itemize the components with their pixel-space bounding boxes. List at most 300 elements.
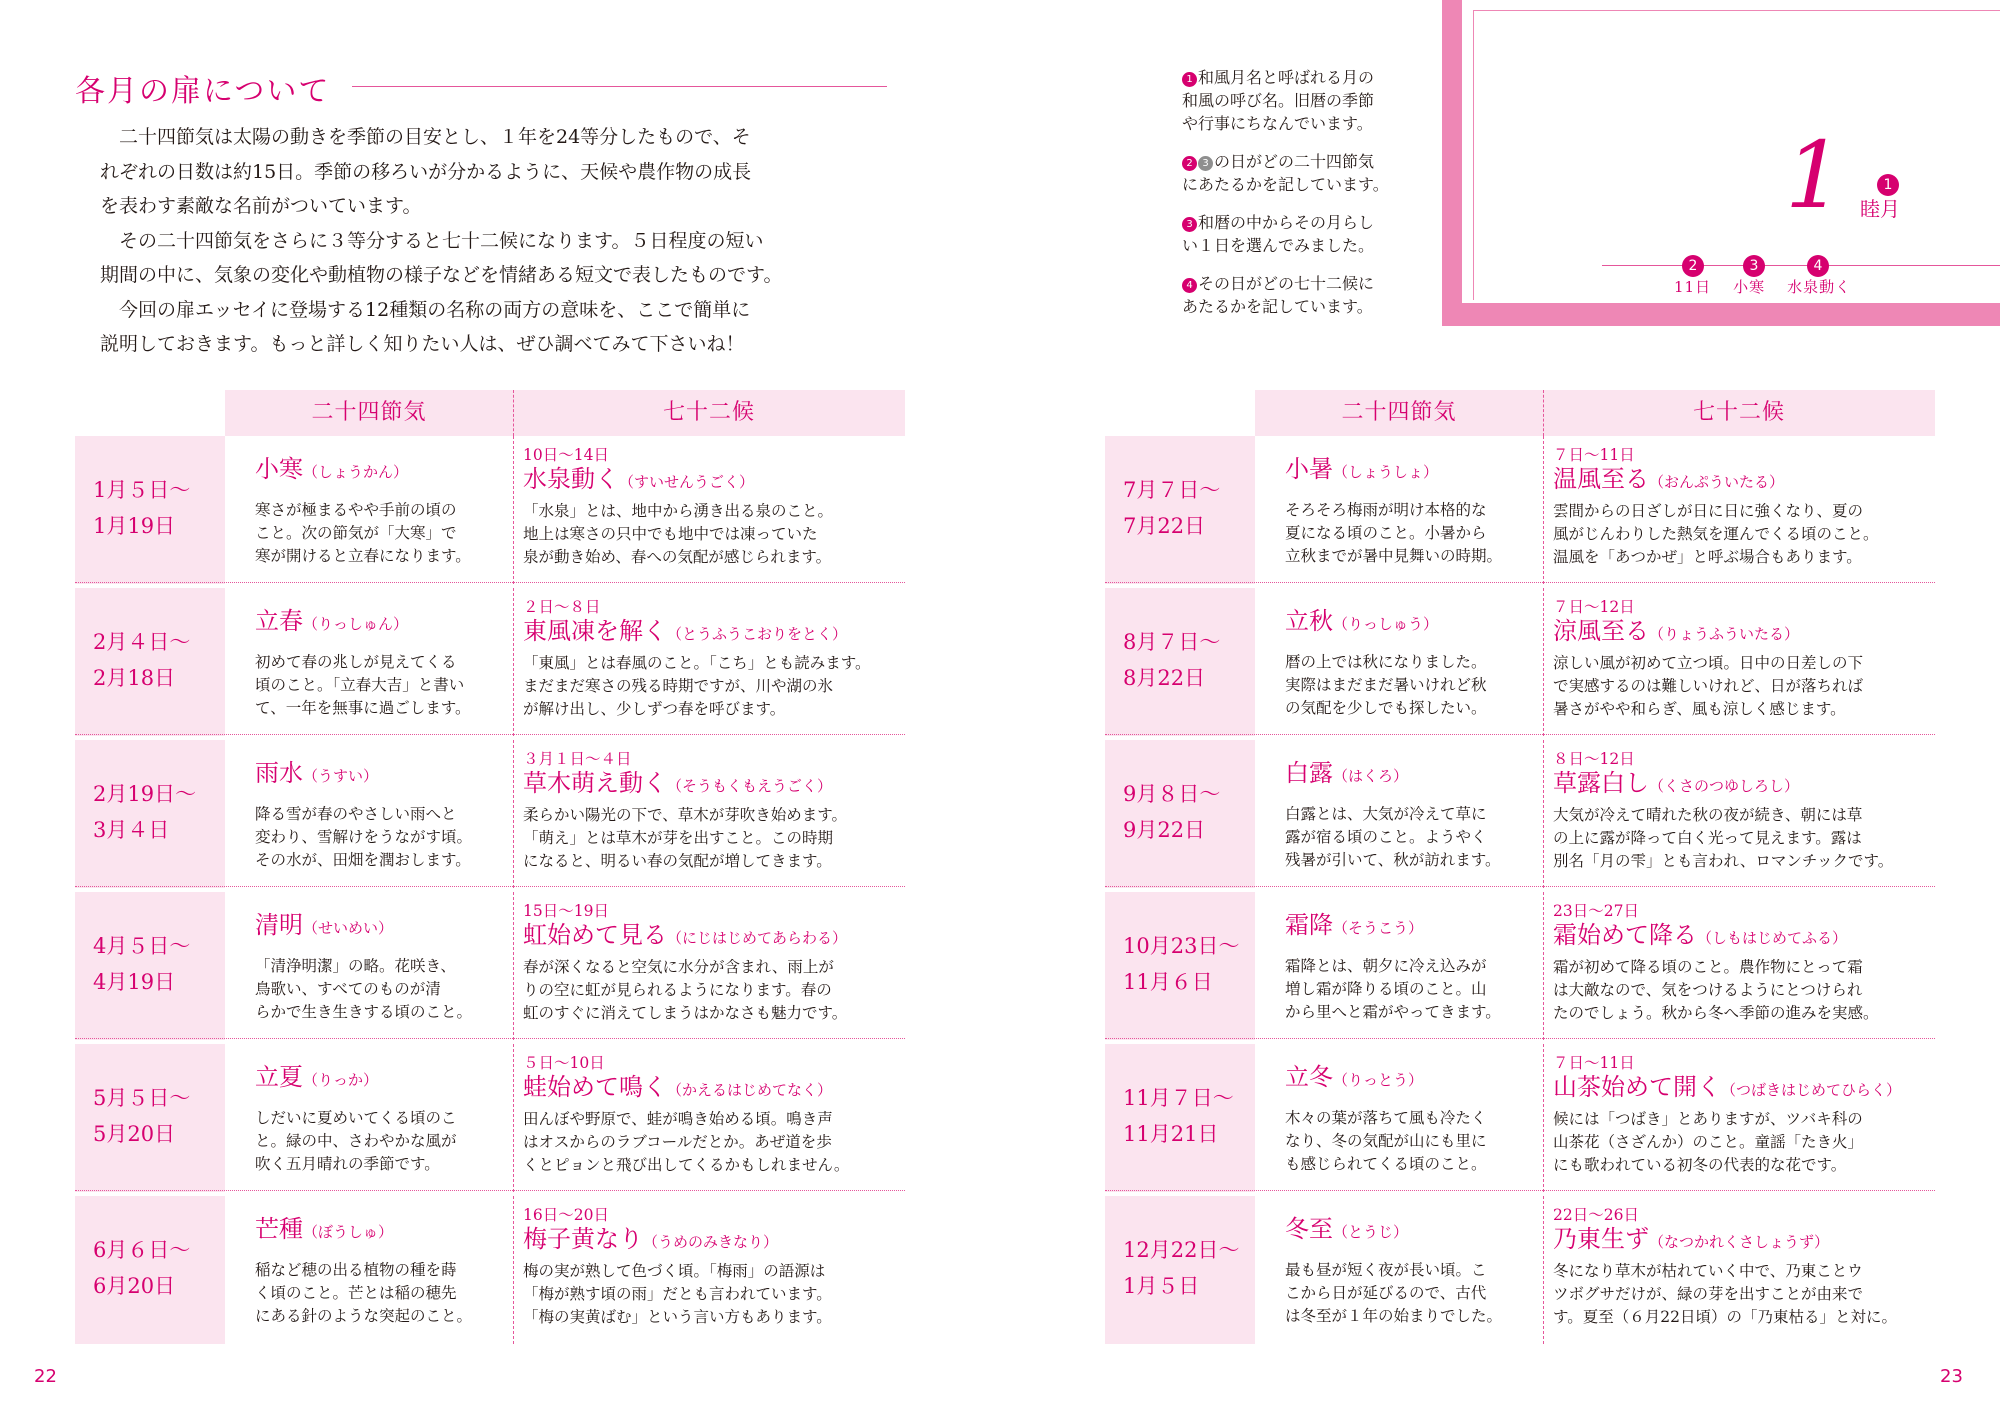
desc-line: 雲間からの日ざしが日に日に強くなり、夏の	[1553, 502, 1864, 520]
sekki-term	[1285, 1214, 1535, 1247]
desc-line: くとピョンと飛び出してくるかもしれません。	[523, 1156, 850, 1174]
sekki-name: 立秋	[1285, 607, 1333, 635]
sekki-term	[1285, 910, 1535, 943]
date-end: 11月21日	[1123, 1122, 1219, 1146]
desc-line: 「水泉」とは、地中から湧き出る泉のこと。	[523, 502, 834, 520]
sekki-description	[1285, 955, 1535, 1024]
legend-line: い１日を選んでみました。	[1182, 236, 1375, 255]
date-start: 5月５日〜	[93, 1086, 191, 1110]
sekki-term	[255, 454, 505, 487]
sekki-name: 小暑	[1285, 455, 1333, 483]
ko-name: 霜始めて降る	[1553, 921, 1697, 949]
desc-line: 候には「つばき」とありますが、ツバキ科の	[1553, 1110, 1863, 1128]
sekki-name: 立冬	[1285, 1063, 1333, 1091]
desc-line: 増し霜が降りる頃のこと。山	[1285, 980, 1487, 998]
desc-line: 降る雪が春のやさしい雨へと	[255, 805, 457, 823]
desc-line: 白露とは、大気が冷えて草に	[1285, 805, 1487, 823]
desc-line: は冬至が１年の始まりでした。	[1285, 1307, 1503, 1325]
sekki-reading: （しょうかん）	[303, 463, 409, 481]
row-divider	[1105, 582, 1935, 584]
date-start: 8月７日〜	[1123, 630, 1221, 654]
desc-line: 別名「月の雫」とも言われ、ロマンチックです。	[1553, 852, 1894, 870]
column-divider	[1543, 892, 1544, 1040]
date-end: 5月20日	[93, 1122, 176, 1146]
legend-line: の日がどの二十四節気	[1214, 152, 1375, 171]
desc-line: 山茶花（さざんか）のこと。童謡「たき火」	[1553, 1133, 1864, 1151]
ko-description	[1553, 1260, 1933, 1329]
row-divider	[75, 1190, 905, 1192]
sample-sekki: 小寒	[1733, 278, 1766, 296]
title-rule	[352, 86, 887, 87]
ko-date-range: 15日〜19日	[523, 902, 609, 920]
legend-line: その日がどの七十二候に	[1198, 274, 1375, 293]
date-range-cell	[1105, 1196, 1255, 1344]
ko-term	[1553, 1073, 1933, 1104]
date-start: 9月８日〜	[1123, 782, 1221, 806]
ko-name: 東風凍を解く	[523, 617, 667, 645]
desc-line: の上に露が降って白く光って見えます。露は	[1553, 829, 1862, 847]
desc-line: りの空に虹が見られるようになります。春の	[523, 981, 832, 999]
ko-reading: （うめのみきなり）	[643, 1233, 779, 1251]
ko-description	[1553, 652, 1933, 721]
desc-line: 暑さがやや和らぎ、風も涼しく感じます。	[1553, 700, 1846, 718]
date-range-cell	[1105, 588, 1255, 736]
ko-description	[1553, 1108, 1933, 1177]
row-divider	[75, 582, 905, 584]
ko-term	[1553, 1225, 1933, 1256]
sekki-cell	[1285, 758, 1535, 872]
ko-term	[1553, 921, 1933, 952]
date-range-cell	[75, 1044, 225, 1192]
row-divider	[1105, 1038, 1935, 1040]
sekki-term	[255, 1214, 505, 1247]
desc-line: ツボグサだけが、緑の芽を出すことが由来で	[1553, 1285, 1864, 1303]
desc-line: その水が、田畑を潤おします。	[255, 851, 471, 869]
ko-name: 虹始めて見る	[523, 921, 667, 949]
sekki-name: 立夏	[255, 1063, 303, 1091]
desc-line: 露が宿る頃のこと。ようやく	[1285, 828, 1487, 846]
sekki-term	[255, 1062, 505, 1095]
ko-date-range: ７日〜11日	[1553, 446, 1635, 464]
ko-name: 温風至る	[1553, 465, 1649, 493]
ko-term	[1553, 617, 1933, 648]
intro-line: 二十四節気は太陽の動きを季節の目安とし、１年を24等分したもので、そ	[119, 126, 751, 148]
sekki-reading: （しょうしょ）	[1333, 463, 1439, 481]
sekki-reading: （りっか）	[303, 1071, 379, 1089]
ko-reading: （おんぷういたる）	[1649, 473, 1785, 491]
desc-line: す。夏至（６月22日頃）の「乃東枯る」と対に。	[1553, 1308, 1897, 1326]
date-end: 9月22日	[1123, 818, 1206, 842]
ko-date-range: ５日〜10日	[523, 1054, 605, 1072]
header-ko: 七十二候	[513, 390, 905, 436]
desc-line: 梅の実が熟して色づく頃。「梅雨」の語源は	[523, 1262, 826, 1280]
number-badge: 4	[1182, 278, 1197, 293]
sekki-cell	[255, 910, 505, 1024]
desc-line: 寒さが極まるやや手前の頃の	[255, 501, 457, 519]
desc-line: たのでしょう。秋から冬へ季節の進みを実感。	[1553, 1004, 1879, 1022]
header-divider	[513, 390, 514, 436]
desc-line: こから日が延びるので、古代	[1285, 1284, 1487, 1302]
desc-line: 春が深くなると空気に水分が含まれ、雨上が	[523, 958, 834, 976]
table-row	[1105, 436, 1935, 584]
desc-line: 霜が初めて降る頃のこと。農作物にとって霜	[1553, 958, 1863, 976]
ko-date-range: 23日〜27日	[1553, 902, 1639, 920]
table-row	[1105, 892, 1935, 1040]
date-start: 10月23日〜	[1123, 934, 1240, 958]
ko-name: 蛙始めて鳴く	[523, 1073, 667, 1101]
sekki-reading: （りっしゅん）	[303, 615, 409, 633]
intro-text	[100, 120, 860, 362]
legend-line: 和風の呼び名。旧暦の季節	[1182, 91, 1375, 110]
desc-line: 実際はまだまだ暑いけれど秋	[1285, 676, 1487, 694]
sekki-description	[255, 651, 505, 720]
sample-month-name: 睦月	[1860, 197, 1900, 221]
date-range-cell	[75, 1196, 225, 1344]
date-start: 2月４日〜	[93, 630, 191, 654]
desc-line: にある針のような突起のこと。	[255, 1307, 473, 1325]
table-row	[1105, 1044, 1935, 1192]
sekki-term	[1285, 1062, 1535, 1095]
intro-line: 期間の中に、気象の変化や動植物の様子などを情緒ある短文で表したものです。	[100, 264, 783, 286]
table-row	[75, 740, 905, 888]
number-badge: 2	[1182, 156, 1197, 171]
desc-line: そろそろ梅雨が明け本格的な	[1285, 501, 1487, 519]
ko-date-range: 10日〜14日	[523, 446, 609, 464]
sample-badge-4: 4	[1807, 255, 1829, 277]
table-row	[75, 436, 905, 584]
sekki-description	[1285, 803, 1535, 872]
desc-line: 「梅の実黄ばむ」という言い方もあります。	[523, 1308, 832, 1326]
legend-line: にあたるかを記しています。	[1182, 175, 1389, 194]
ko-cell	[523, 446, 903, 569]
ko-name: 涼風至る	[1553, 617, 1649, 645]
sekki-term	[255, 606, 505, 639]
header-ko: 七十二候	[1543, 390, 1935, 436]
row-divider	[1105, 734, 1935, 736]
desc-line: から里へと霜がやってきます。	[1285, 1003, 1501, 1021]
sekki-cell	[1285, 454, 1535, 568]
header-sekki: 二十四節気	[1255, 390, 1543, 436]
sekki-name: 立春	[255, 607, 303, 635]
sample-badge-3: 3	[1743, 255, 1765, 277]
desc-line: で実感するのは難しいけれど、日が落ちれば	[1553, 677, 1864, 695]
sekki-cell	[255, 758, 505, 872]
sekki-description	[255, 955, 505, 1024]
desc-line: 木々の葉が落ちて風も冷たく	[1285, 1109, 1487, 1127]
ko-cell	[1553, 1206, 1933, 1329]
ko-reading: （すいせんうごく）	[619, 473, 755, 491]
table-row	[75, 1044, 905, 1192]
date-start: 2月19日〜	[93, 782, 197, 806]
desc-line: く頃のこと。芒とは稲の穂先	[255, 1284, 457, 1302]
page-number: 22	[34, 1366, 57, 1387]
intro-line: 説明しておきます。もっと詳しく知りたい人は、ぜひ調べてみて下さいね！	[100, 333, 745, 355]
sekki-cell	[1285, 1062, 1535, 1176]
ko-name: 草露白し	[1553, 769, 1649, 797]
column-divider	[513, 436, 514, 584]
desc-line: 風がじんわりした熱気を運んでくる頃のこと。	[1553, 525, 1879, 543]
date-end: 3月４日	[93, 818, 170, 842]
date-range-cell	[1105, 892, 1255, 1040]
column-divider	[513, 1044, 514, 1192]
desc-line: て、一年を無事に過ごします。	[255, 699, 471, 717]
column-divider	[513, 892, 514, 1040]
sample-card-rule	[1602, 265, 2000, 266]
desc-line: 「清浄明潔」の略。花咲き、	[255, 957, 456, 975]
desc-line: も感じられてくる頃のこと。	[1285, 1155, 1487, 1173]
row-divider	[75, 886, 905, 888]
ko-cell	[1553, 902, 1933, 1025]
ko-cell	[523, 1054, 903, 1177]
sekki-cell	[255, 1214, 505, 1328]
column-divider	[1543, 740, 1544, 888]
desc-line: 初めて春の兆しが見えてくる	[255, 653, 457, 671]
ko-term	[523, 1073, 903, 1104]
sekki-term	[1285, 606, 1535, 639]
sekki-reading: （うすい）	[303, 767, 379, 785]
ko-description	[1553, 500, 1933, 569]
date-end: 1月５日	[1123, 1274, 1200, 1298]
number-badge: 3	[1182, 217, 1197, 232]
date-start: 11月７日〜	[1123, 1086, 1234, 1110]
desc-line: が解け出し、少しずつ春を呼びます。	[523, 700, 786, 718]
ko-description	[1553, 804, 1933, 873]
sekki-description	[255, 499, 505, 568]
sekki-cell	[1285, 910, 1535, 1024]
column-divider	[1543, 588, 1544, 736]
date-range-cell	[75, 740, 225, 888]
sekki-description	[1285, 651, 1535, 720]
row-divider	[1105, 1190, 1935, 1192]
desc-line: 頃のこと。「立春大吉」と書い	[255, 676, 465, 694]
desc-line: にも歌われている初冬の代表的な花です。	[1553, 1156, 1847, 1174]
sekki-name: 霜降	[1285, 911, 1333, 939]
sekki-description	[1285, 1259, 1535, 1328]
sample-date-line	[1674, 276, 1873, 297]
desc-line: 残暑が引いて、秋が訪れます。	[1285, 851, 1501, 869]
desc-line: 暦の上では秋になりました。	[1285, 653, 1487, 671]
sekki-reading: （はくろ）	[1333, 767, 1409, 785]
sekki-description	[255, 1107, 505, 1176]
ko-cell	[523, 902, 903, 1025]
sekki-name: 冬至	[1285, 1215, 1333, 1243]
legend-item	[1182, 272, 1432, 318]
column-divider	[1543, 1044, 1544, 1192]
desc-line: 霜降とは、朝夕に冷え込みが	[1285, 957, 1487, 975]
date-range-cell	[1105, 740, 1255, 888]
sample-month-digit: 1	[1785, 122, 1844, 229]
column-divider	[513, 1196, 514, 1344]
column-divider	[513, 588, 514, 736]
header-divider	[1543, 390, 1544, 436]
ko-reading: （くさのつゆしろし）	[1649, 777, 1800, 795]
sekki-name: 清明	[255, 911, 303, 939]
desc-line: なり、冬の気配が山にも里に	[1285, 1132, 1487, 1150]
section-title: 各月の扉について	[75, 74, 331, 109]
date-start: 7月７日〜	[1123, 478, 1221, 502]
sekki-description	[255, 803, 505, 872]
table-row	[75, 588, 905, 736]
desc-line: 温風を「あつかぜ」と呼ぶ場合もあります。	[1553, 548, 1862, 566]
ko-reading: （そうもくもえうごく）	[667, 777, 833, 795]
header-sekki: 二十四節気	[225, 390, 513, 436]
sample-badge-2: 2	[1682, 255, 1704, 277]
ko-description	[523, 1260, 903, 1329]
sekki-description	[1285, 499, 1535, 568]
ko-name: 山茶始めて開く	[1553, 1073, 1721, 1101]
desc-line: の気配を少しでも探したい。	[1285, 699, 1487, 717]
desc-line: らかで生き生きする頃のこと。	[255, 1003, 473, 1021]
date-range-cell	[75, 892, 225, 1040]
sekki-reading: （せいめい）	[303, 919, 394, 937]
ko-date-range: ２日〜８日	[523, 598, 601, 616]
intro-line: 今回の扉エッセイに登場する12種類の名称の両方の意味を、ここで簡単に	[119, 298, 751, 321]
ko-cell	[523, 1206, 903, 1329]
ko-term	[523, 617, 903, 648]
sample-card-border	[1473, 10, 2000, 11]
sekki-description	[255, 1259, 505, 1328]
table-row	[1105, 588, 1935, 736]
ko-term	[523, 769, 903, 800]
page-number: 23	[1940, 1366, 1963, 1387]
legend	[1182, 66, 1432, 333]
desc-line: 最も昼が短く夜が長い頃。こ	[1285, 1261, 1487, 1279]
ko-description	[523, 652, 903, 721]
ko-name: 乃東生ず	[1553, 1225, 1649, 1253]
date-range-cell	[1105, 1044, 1255, 1192]
sekki-term	[255, 758, 505, 791]
sekki-term	[1285, 758, 1535, 791]
sekki-term	[1285, 454, 1535, 487]
intro-line: を表わす素敵な名前がついています。	[100, 195, 422, 217]
table-row	[1105, 1196, 1935, 1344]
ko-reading: （しもはじめてふる）	[1697, 929, 1848, 947]
sample-day: 11日	[1674, 278, 1712, 296]
ko-date-range: ７日〜11日	[1553, 1054, 1635, 1072]
date-start: 6月６日〜	[93, 1238, 191, 1262]
desc-line: 「梅が熟す頃の雨」だとも言われています。	[523, 1285, 832, 1303]
desc-line: まだまだ寒さの残る時期ですが、川や湖の氷	[523, 677, 834, 695]
ko-term	[1553, 465, 1933, 496]
desc-line: 夏になる頃のこと。小暑から	[1285, 524, 1487, 542]
desc-line: 変わり、雪解けをうながす頃。	[255, 828, 473, 846]
sekki-name: 小寒	[255, 455, 303, 483]
ko-cell	[1553, 1054, 1933, 1177]
legend-item	[1182, 150, 1432, 196]
date-end: 4月19日	[93, 970, 176, 994]
legend-line: あたるかを記しています。	[1182, 297, 1373, 316]
sekki-cell	[1285, 606, 1535, 720]
ko-term	[523, 465, 903, 496]
ko-description	[1553, 956, 1933, 1025]
sekki-reading: （とうじ）	[1333, 1223, 1409, 1241]
ko-date-range: ７日〜12日	[1553, 598, 1635, 616]
date-end: 11月６日	[1123, 970, 1213, 994]
desc-line: 田んぼや野原で、蛙が鳴き始める頃。鳴き声	[523, 1110, 833, 1128]
sekki-cell	[255, 606, 505, 720]
sample-card	[1462, 0, 2000, 303]
ko-date-range: ３月１日〜４日	[523, 750, 632, 768]
ko-reading: （かえるはじめてなく）	[667, 1081, 833, 1099]
ko-description	[523, 1108, 903, 1177]
sekki-cell	[255, 1062, 505, 1176]
column-divider	[1543, 1196, 1544, 1344]
date-end: 7月22日	[1123, 514, 1206, 538]
ko-term	[523, 921, 903, 952]
sekki-reading: （りっしゅう）	[1333, 615, 1439, 633]
desc-line: 鳥歌い、すべてのものが清	[255, 980, 441, 998]
desc-line: はオスからのラブコールだとか。あぜ道を歩	[523, 1133, 832, 1151]
ko-name: 草木萌え動く	[523, 769, 667, 797]
sekki-description	[1285, 1107, 1535, 1176]
desc-line: 涼しい風が初めて立つ頃。日中の日差しの下	[1553, 654, 1864, 672]
sekki-cell	[1285, 1214, 1535, 1328]
date-end: 1月19日	[93, 514, 176, 538]
sample-ko: 水泉動く	[1787, 278, 1852, 296]
right-page	[1000, 0, 2000, 1420]
date-range-cell	[75, 436, 225, 584]
column-divider	[513, 740, 514, 888]
ko-date-range: ８日〜12日	[1553, 750, 1635, 768]
desc-line: 大気が冷えて晴れた秋の夜が続き、朝には草	[1553, 806, 1863, 824]
ko-name: 梅子黄なり	[523, 1225, 643, 1253]
table-row	[1105, 740, 1935, 888]
desc-line: 立秋までが暑中見舞いの時期。	[1285, 547, 1503, 565]
sample-card-border	[1473, 10, 1474, 300]
sekki-name: 白露	[1285, 759, 1333, 787]
number-badge: 1	[1182, 72, 1197, 87]
sekki-term	[255, 910, 505, 943]
ko-name: 水泉動く	[523, 465, 619, 493]
ko-cell	[523, 750, 903, 873]
legend-line: 和風月名と呼ばれる月の	[1198, 68, 1375, 87]
desc-line: 吹く五月晴れの季節です。	[255, 1155, 440, 1173]
date-range-cell	[1105, 436, 1255, 584]
desc-line: 稲など穂の出る植物の種を蒔	[255, 1261, 457, 1279]
table-row	[75, 892, 905, 1040]
ko-term	[1553, 769, 1933, 800]
desc-line: 冬になり草木が枯れていく中で、乃東ことウ	[1553, 1262, 1863, 1280]
desc-line: 虹のすぐに消えてしまうはかなさも魅力です。	[523, 1004, 848, 1022]
ko-date-range: 22日〜26日	[1553, 1206, 1639, 1224]
sekki-cell	[255, 454, 505, 568]
sekki-name: 雨水	[255, 759, 303, 787]
row-divider	[75, 1038, 905, 1040]
sample-badge-1: 1	[1877, 174, 1899, 196]
ko-term	[523, 1225, 903, 1256]
date-end: 6月20日	[93, 1274, 176, 1298]
desc-line: 泉が動き始め、春への気配が感じられます。	[523, 548, 832, 566]
ko-description	[523, 500, 903, 569]
sekki-reading: （そうこう）	[1333, 919, 1424, 937]
ko-cell	[1553, 750, 1933, 873]
sekki-reading: （ぼうしゅ）	[303, 1223, 394, 1241]
intro-line: れぞれの日数は約15日。季節の移ろいが分かるように、天候や農作物の成長	[100, 160, 752, 183]
column-divider	[1543, 436, 1544, 584]
ko-description	[523, 804, 903, 873]
date-start: 12月22日〜	[1123, 1238, 1240, 1262]
ko-cell	[1553, 446, 1933, 569]
legend-line: や行事にちなんでいます。	[1182, 114, 1373, 133]
desc-line: 寒が開けると立春になります。	[255, 547, 471, 565]
ko-reading: （りょうふういたる）	[1649, 625, 1800, 643]
ko-reading: （とうふうこおりをとく）	[667, 625, 848, 643]
ko-date-range: 16日〜20日	[523, 1206, 609, 1224]
desc-line: は大敵なので、気をつけるようにとつけられ	[1553, 981, 1863, 999]
ko-cell	[523, 598, 903, 721]
ko-reading: （にじはじめてあらわる）	[667, 929, 848, 947]
sekki-reading: （りっとう）	[1333, 1071, 1424, 1089]
